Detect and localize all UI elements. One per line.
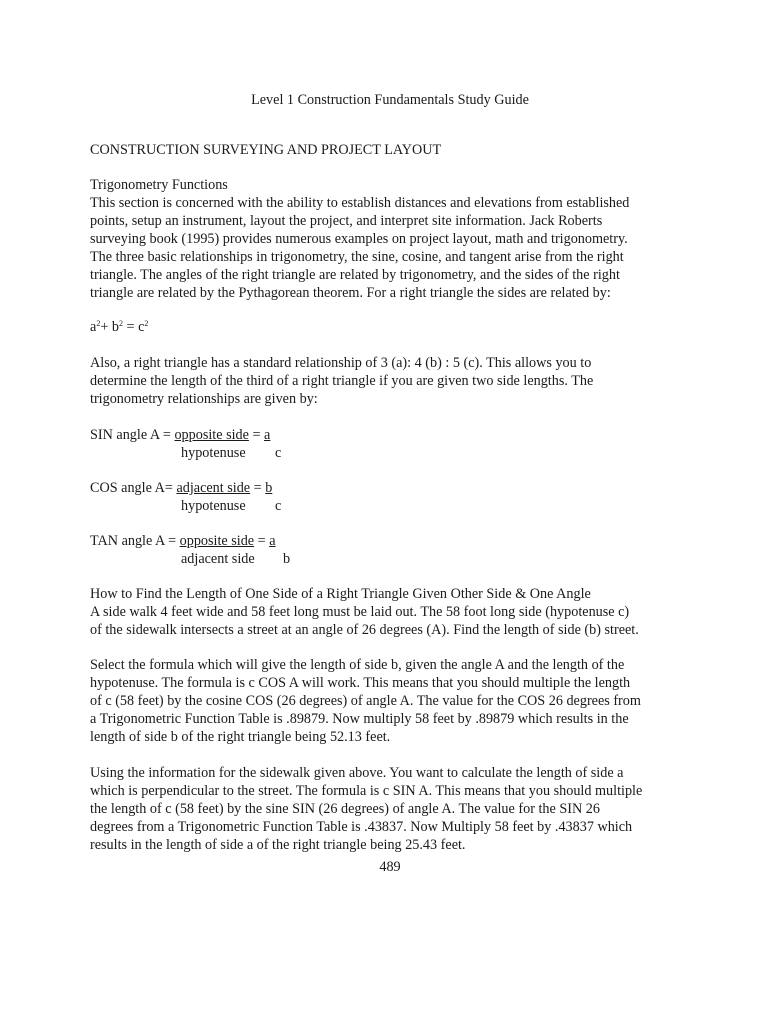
text-line: a Trigonometric Function Table is .89879. Now multiply 58 feet by .89879 which results in the (90, 711, 629, 727)
text-line: of the sidewalk intersects a street at an angle of 26 degrees (A). Find the length of side (b) street. (90, 622, 639, 638)
text-line: The three basic relationships in trigonometry, the sine, cosine, and tangent arise from the right (90, 249, 624, 265)
text-line: hypotenuse. The formula is c COS A will work. This means that you should multiple the length (90, 675, 631, 691)
text-line: degrees from a Trigonometric Function Table is .43837. Now Multiply 58 feet by .43837 which (90, 819, 633, 835)
pythagorean-equation: $a^2+ b^2 = c^2$ (90, 319, 149, 335)
text-line: triangle are related by the Pythagorean theorem. For a right triangle the sides are related by: (90, 285, 611, 301)
text-line: which is perpendicular to the street. The formula is c SIN A. This means that you should multiple (90, 783, 643, 799)
text-line: This section is concerned with the ability to establish distances and elevations from established (90, 195, 630, 211)
sin-paragraph (90, 764, 690, 854)
text-line: surveying book (1995) provides numerous examples on project layout, math and trigonometry. (90, 231, 628, 247)
text-line: Using the information for the sidewalk given above. You want to calculate the length of side a (90, 765, 624, 781)
text-line: of c (58 feet) by the cosine COS (26 degrees) of angle A. The value for the COS 26 degrees from (90, 693, 641, 709)
subsection-title: Trigonometry Functions (90, 177, 228, 193)
text-line: determine the length of the third of a right triangle if you are given two side lengths. The (90, 373, 594, 389)
sin-formula: SIN angle A = opposite side = a hypotenuse c (90, 427, 282, 461)
text-line: Select the formula which will give the length of side b, given the angle A and the length of the (90, 657, 625, 673)
text-line: the length of c (58 feet) by the sine SIN (26 degrees) of angle A. The value for the SIN 26 (90, 801, 600, 817)
section-title: CONSTRUCTION SURVEYING AND PROJECT LAYOUT (90, 142, 442, 158)
page-header: Level 1 Construction Fundamentals Study Guide (251, 92, 529, 108)
tan-formula: TAN angle A = opposite side = a adjacent side b (90, 533, 291, 567)
text-line: trigonometry relationships are given by: (90, 391, 318, 407)
text-line: triangle. The angles of the right triangle are related by trigonometry, and the sides of the right (90, 267, 620, 283)
text-line: points, setup an instrument, layout the project, and interpret site information. Jack Roberts (90, 213, 603, 229)
cos-paragraph (90, 656, 690, 746)
text-line: length of side b of the right triangle being 52.13 feet. (90, 729, 391, 745)
intro-section (90, 176, 690, 302)
text-line: A side walk 4 feet wide and 58 feet long must be laid out. The 58 foot long side (hypotenuse c) (90, 604, 630, 620)
example-section (90, 585, 690, 639)
example-title: How to Find the Length of One Side of a Right Triangle Given Other Side & One Angle (90, 586, 591, 602)
text-line: Also, a right triangle has a standard relationship of 3 (a): 4 (b) : 5 (c). This allows you to (90, 355, 592, 371)
text-line: results in the length of side a of the right triangle being 25.43 feet. (90, 837, 466, 853)
page-number: 489 (379, 859, 401, 875)
ratio-paragraph (90, 354, 690, 408)
cos-formula: COS angle A= adjacent side = b hypotenuse c (90, 480, 282, 514)
